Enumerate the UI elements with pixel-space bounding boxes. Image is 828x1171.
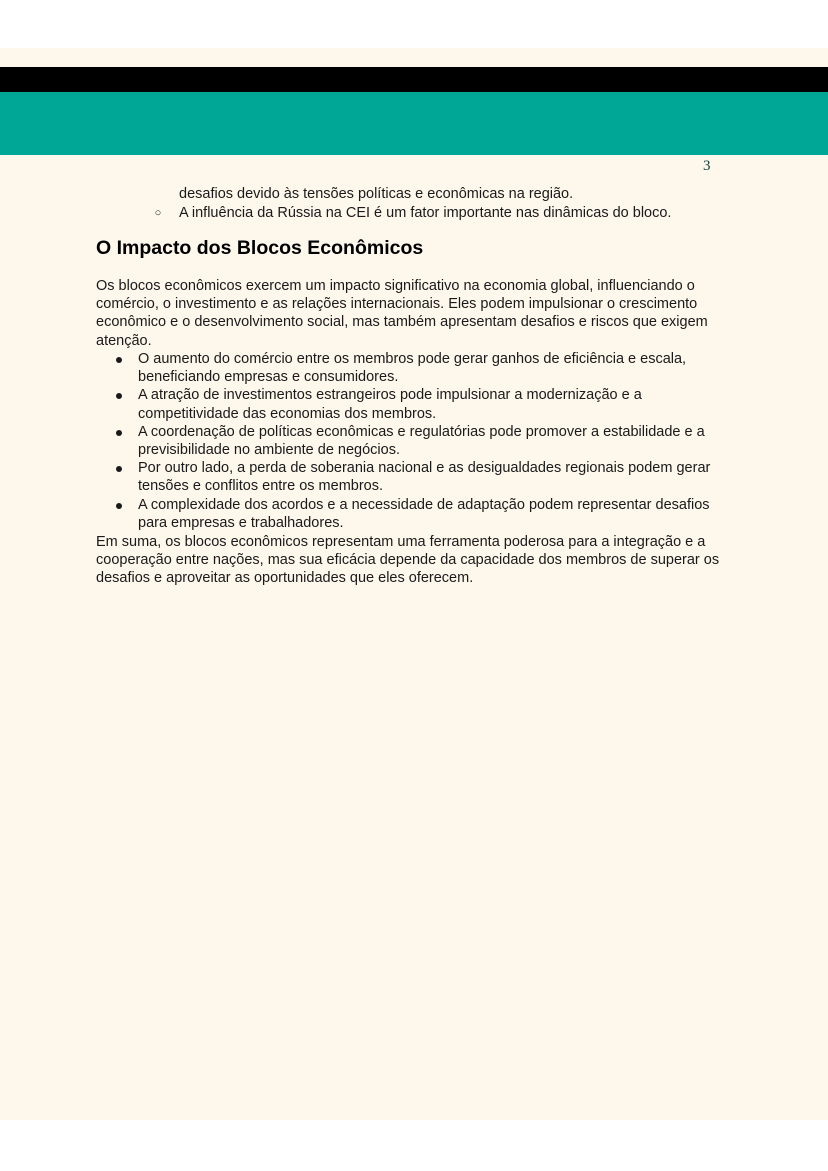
list-item-text: A atração de investimentos estrangeiros pode impulsionar a modernização e a competitividade das economias dos membros. <box>138 387 642 422</box>
bullet-dot-icon <box>116 393 122 399</box>
list-item <box>96 350 736 386</box>
list-item <box>96 496 736 532</box>
sub-list-item: A influência da Rússia na CEI é um fator importante nas dinâmicas do bloco. <box>179 205 672 221</box>
bullet-dot-icon <box>116 503 122 509</box>
list-item-text: A complexidade dos acordos e a necessidade de adaptação podem representar desafios para empresas e trabalhadores. <box>138 496 710 531</box>
page-number: 3 <box>703 158 711 174</box>
list-item <box>96 423 736 459</box>
hollow-bullet-icon: ○ <box>154 207 162 219</box>
list-item <box>96 386 736 422</box>
impact-bullet-list <box>96 350 736 532</box>
previous-list-continuation: desafios devido às tensões políticas e econômicas na região. <box>179 186 574 202</box>
bullet-dot-icon <box>116 466 122 472</box>
header-black-band <box>0 67 828 92</box>
bullet-dot-icon <box>116 430 122 436</box>
conclusion-paragraph: Em suma, os blocos econômicos representam uma ferramenta poderosa para a integração e a cooperação entre nações, mas sua eficácia depende da capacidade dos membros de superar os desafios e aproveitar as oportunidades que eles oferecem. <box>96 534 720 587</box>
list-item <box>96 459 736 495</box>
list-item-text: A coordenação de políticas econômicas e regulatórias pode promover a estabilidade e a previsibilidade no ambiente de negócios. <box>138 423 705 459</box>
intro-paragraph: Os blocos econômicos exercem um impacto significativo na economia global, influenciando o comércio, o investimento e as relações internacionais. Eles podem impulsionar o crescimento econômico e o desenvolvimento social, mas também apresentam desafios e riscos que exigem atenção. <box>96 278 708 349</box>
header-teal-band <box>0 92 828 174</box>
document-page <box>0 48 828 1120</box>
list-item-text: O aumento do comércio entre os membros pode gerar ganhos de eficiência e escala, beneficiando empresas e consumidores. <box>138 351 687 386</box>
bullet-dot-icon <box>116 357 122 363</box>
list-item-text: Por outro lado, a perda de soberania nacional e as desigualdades regionais podem gerar tensões e conflitos entre os membros. <box>138 460 711 495</box>
section-heading: O Impacto dos Blocos Econômicos <box>96 237 424 259</box>
